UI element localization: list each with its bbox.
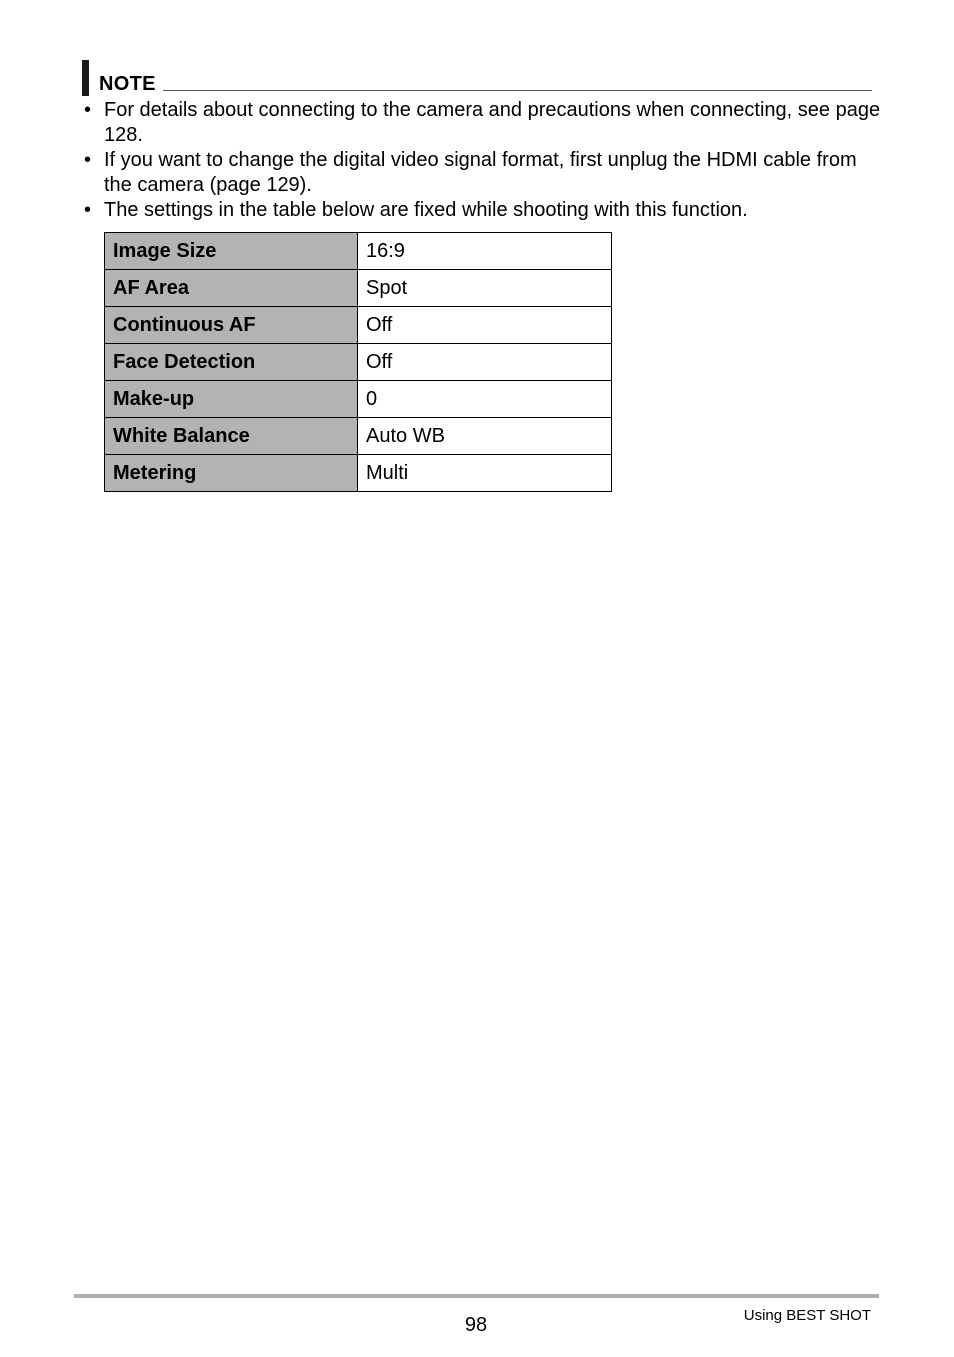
note-divider — [163, 90, 872, 91]
page-number: 98 — [464, 1314, 488, 1336]
setting-name-cell: Metering — [105, 455, 358, 492]
table-row — [105, 455, 612, 492]
bullet-icon: • — [84, 149, 92, 171]
setting-value-cell: Spot — [358, 270, 612, 307]
table-row — [105, 418, 612, 455]
note-marker-bar — [82, 60, 89, 96]
setting-name-cell: White Balance — [105, 418, 358, 455]
setting-name-cell: Face Detection — [105, 344, 358, 381]
setting-name-cell: Make-up — [105, 381, 358, 418]
table-row — [105, 270, 612, 307]
setting-name-cell: Image Size — [105, 233, 358, 270]
note-header — [82, 60, 872, 96]
table-row — [105, 381, 612, 418]
note-bullet-text: For details about connecting to the camera and precautions when connecting, see page 128. — [104, 99, 881, 146]
footer-divider — [74, 1294, 879, 1298]
table-row — [105, 344, 612, 381]
section-name: Using BEST SHOT — [743, 1307, 871, 1324]
setting-name-cell: AF Area — [105, 270, 358, 307]
bullet-icon: • — [84, 99, 92, 121]
note-bullet-text: If you want to change the digital video signal format, first unplug the HDMI cable from the camera (page 129). — [104, 149, 857, 196]
table-row — [105, 233, 612, 270]
note-bullet-item — [82, 198, 882, 223]
note-label: NOTE — [99, 73, 156, 95]
note-bullet-item — [82, 98, 882, 148]
setting-value-cell: Off — [358, 344, 612, 381]
note-bullet-text: The settings in the table below are fixed while shooting with this function. — [104, 199, 748, 221]
setting-value-cell: Multi — [358, 455, 612, 492]
setting-value-cell: Off — [358, 307, 612, 344]
setting-value-cell: 0 — [358, 381, 612, 418]
fixed-settings-table — [104, 232, 612, 492]
setting-value-cell: Auto WB — [358, 418, 612, 455]
note-bullet-list — [82, 98, 882, 223]
setting-value-cell: 16:9 — [358, 233, 612, 270]
setting-name-cell: Continuous AF — [105, 307, 358, 344]
bullet-icon: • — [84, 199, 92, 221]
note-bullet-item — [82, 148, 882, 198]
table-row — [105, 307, 612, 344]
